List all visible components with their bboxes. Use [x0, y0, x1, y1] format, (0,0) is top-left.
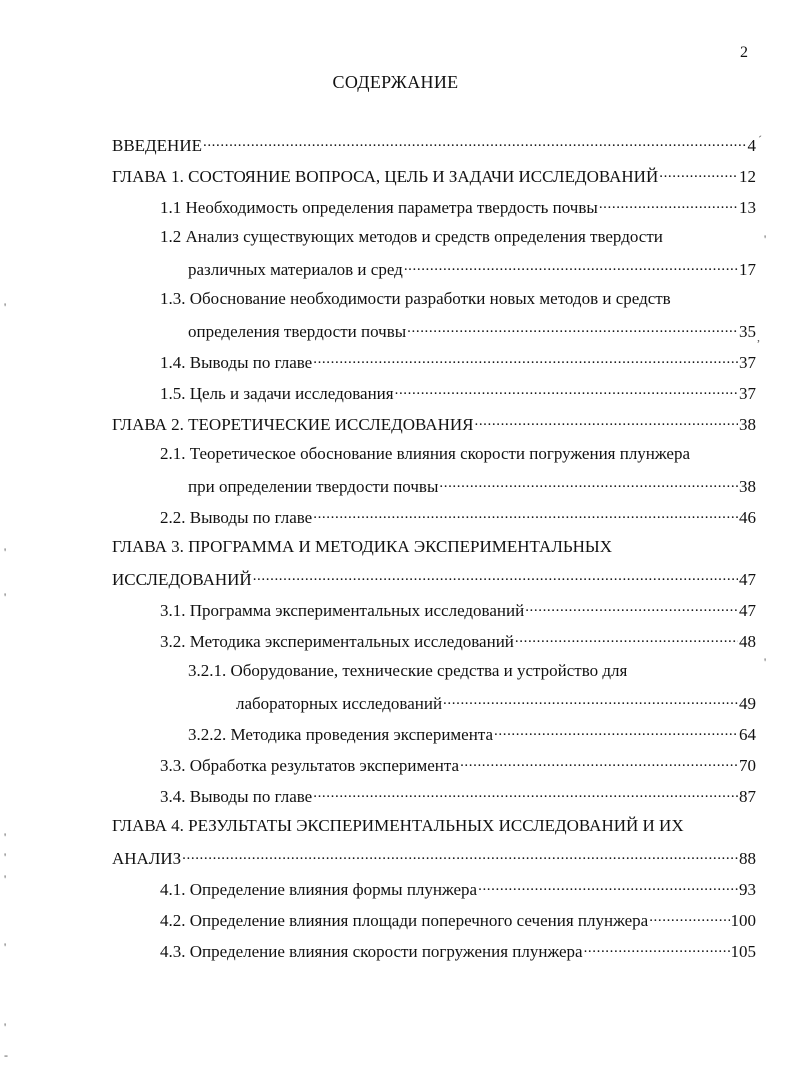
scan-speck: ´	[758, 133, 762, 147]
toc-entry-3-3: 3.3. Обработка результатов эксперимента ..... 70	[160, 754, 756, 778]
toc-entry-3-2-2: 3.2.2. Методика проведения эксперимента ..... 64	[188, 723, 756, 747]
toc-entry-2-2: 2.2. Выводы по главе ..... 46	[160, 506, 756, 530]
scan-speck: ,	[757, 330, 760, 344]
toc-entry-3-2: 3.2. Методика экспериментальных исследований ..... 48	[160, 630, 756, 654]
toc-entry-chapter-1: ГЛАВА 1. СОСТОЯНИЕ ВОПРОСА, ЦЕЛЬ И ЗАДАЧИ ИССЛЕДОВАНИЙ ..... 12	[112, 165, 756, 189]
toc-entry-1-3-line1: 1.3. Обоснование необходимости разработки новых методов и средств	[160, 289, 671, 308]
toc-entry-introduction: ВВЕДЕНИЕ ..... 4	[112, 134, 756, 158]
scan-speck: '	[4, 300, 7, 314]
scan-speck: -	[4, 1048, 8, 1062]
toc-entry-2-1-line1: 2.1. Теоретическое обоснование влияния скорости погружения плунжера	[160, 444, 691, 463]
toc-entry-chapter-3-line1: ГЛАВА 3. ПРОГРАММА И МЕТОДИКА ЭКСПЕРИМЕНТАЛЬНЫХ	[112, 537, 612, 556]
scan-speck: '	[4, 545, 7, 559]
toc-entry-4-1: 4.1. Определение влияния формы плунжера ..... 93	[160, 878, 756, 902]
toc-entry-chapter-2: ГЛАВА 2. ТЕОРЕТИЧЕСКИЕ ИССЛЕДОВАНИЯ ..... 38	[112, 413, 756, 437]
scan-speck: '	[764, 655, 767, 669]
scan-speck: '	[4, 940, 7, 954]
toc-entry-chapter-4-line1: ГЛАВА 4. РЕЗУЛЬТАТЫ ЭКСПЕРИМЕНТАЛЬНЫХ ИССЛЕДОВАНИЙ И ИХ	[112, 816, 684, 835]
scan-speck: '	[764, 232, 767, 246]
toc-entry-4-3: 4.3. Определение влияния скорости погружения плунжера ..... 105	[160, 940, 756, 964]
toc-entry-1-3-line2: определения твердости почвы ..... 35	[188, 320, 756, 344]
toc-entry-1-4: 1.4. Выводы по главе ..... 37	[160, 351, 756, 375]
scan-speck: '	[4, 590, 7, 604]
scan-speck: '	[4, 872, 7, 886]
toc-entry-chapter-4-line2: АНАЛИЗ ..... 88	[112, 847, 756, 871]
toc-entry-3-2-1-line2: лабораторных исследований ..... 49	[236, 692, 756, 716]
scan-speck: '	[4, 830, 7, 844]
toc-entry-1-2-line1: 1.2 Анализ существующих методов и средств определения твердости	[160, 227, 663, 246]
page-number: 2	[740, 44, 748, 61]
page-title: СОДЕРЖАНИЕ	[332, 72, 459, 92]
toc-entry-1-2-line2: различных материалов и сред ..... 17	[188, 258, 756, 282]
toc-entry-chapter-3-line2: ИССЛЕДОВАНИЙ ..... 47	[112, 568, 756, 592]
toc-entry-2-1-line2: при определении твердости почвы ..... 38	[188, 475, 756, 499]
toc-entry-1-5: 1.5. Цель и задачи исследования ..... 37	[160, 382, 756, 406]
toc-entry-1-1: 1.1 Необходимость определения параметра твердость почвы ..... 13	[160, 196, 756, 220]
toc-entry-3-4: 3.4. Выводы по главе ..... 87	[160, 785, 756, 809]
toc-entry-4-2: 4.2. Определение влияния площади поперечного сечения плунжера ..... 100	[160, 909, 756, 933]
scan-speck: '	[4, 1020, 7, 1034]
toc-entry-3-1: 3.1. Программа экспериментальных исследований ..... 47	[160, 599, 756, 623]
scan-speck: '	[4, 850, 7, 864]
toc-entry-3-2-1-line1: 3.2.1. Оборудование, технические средства и устройство для	[188, 661, 628, 680]
